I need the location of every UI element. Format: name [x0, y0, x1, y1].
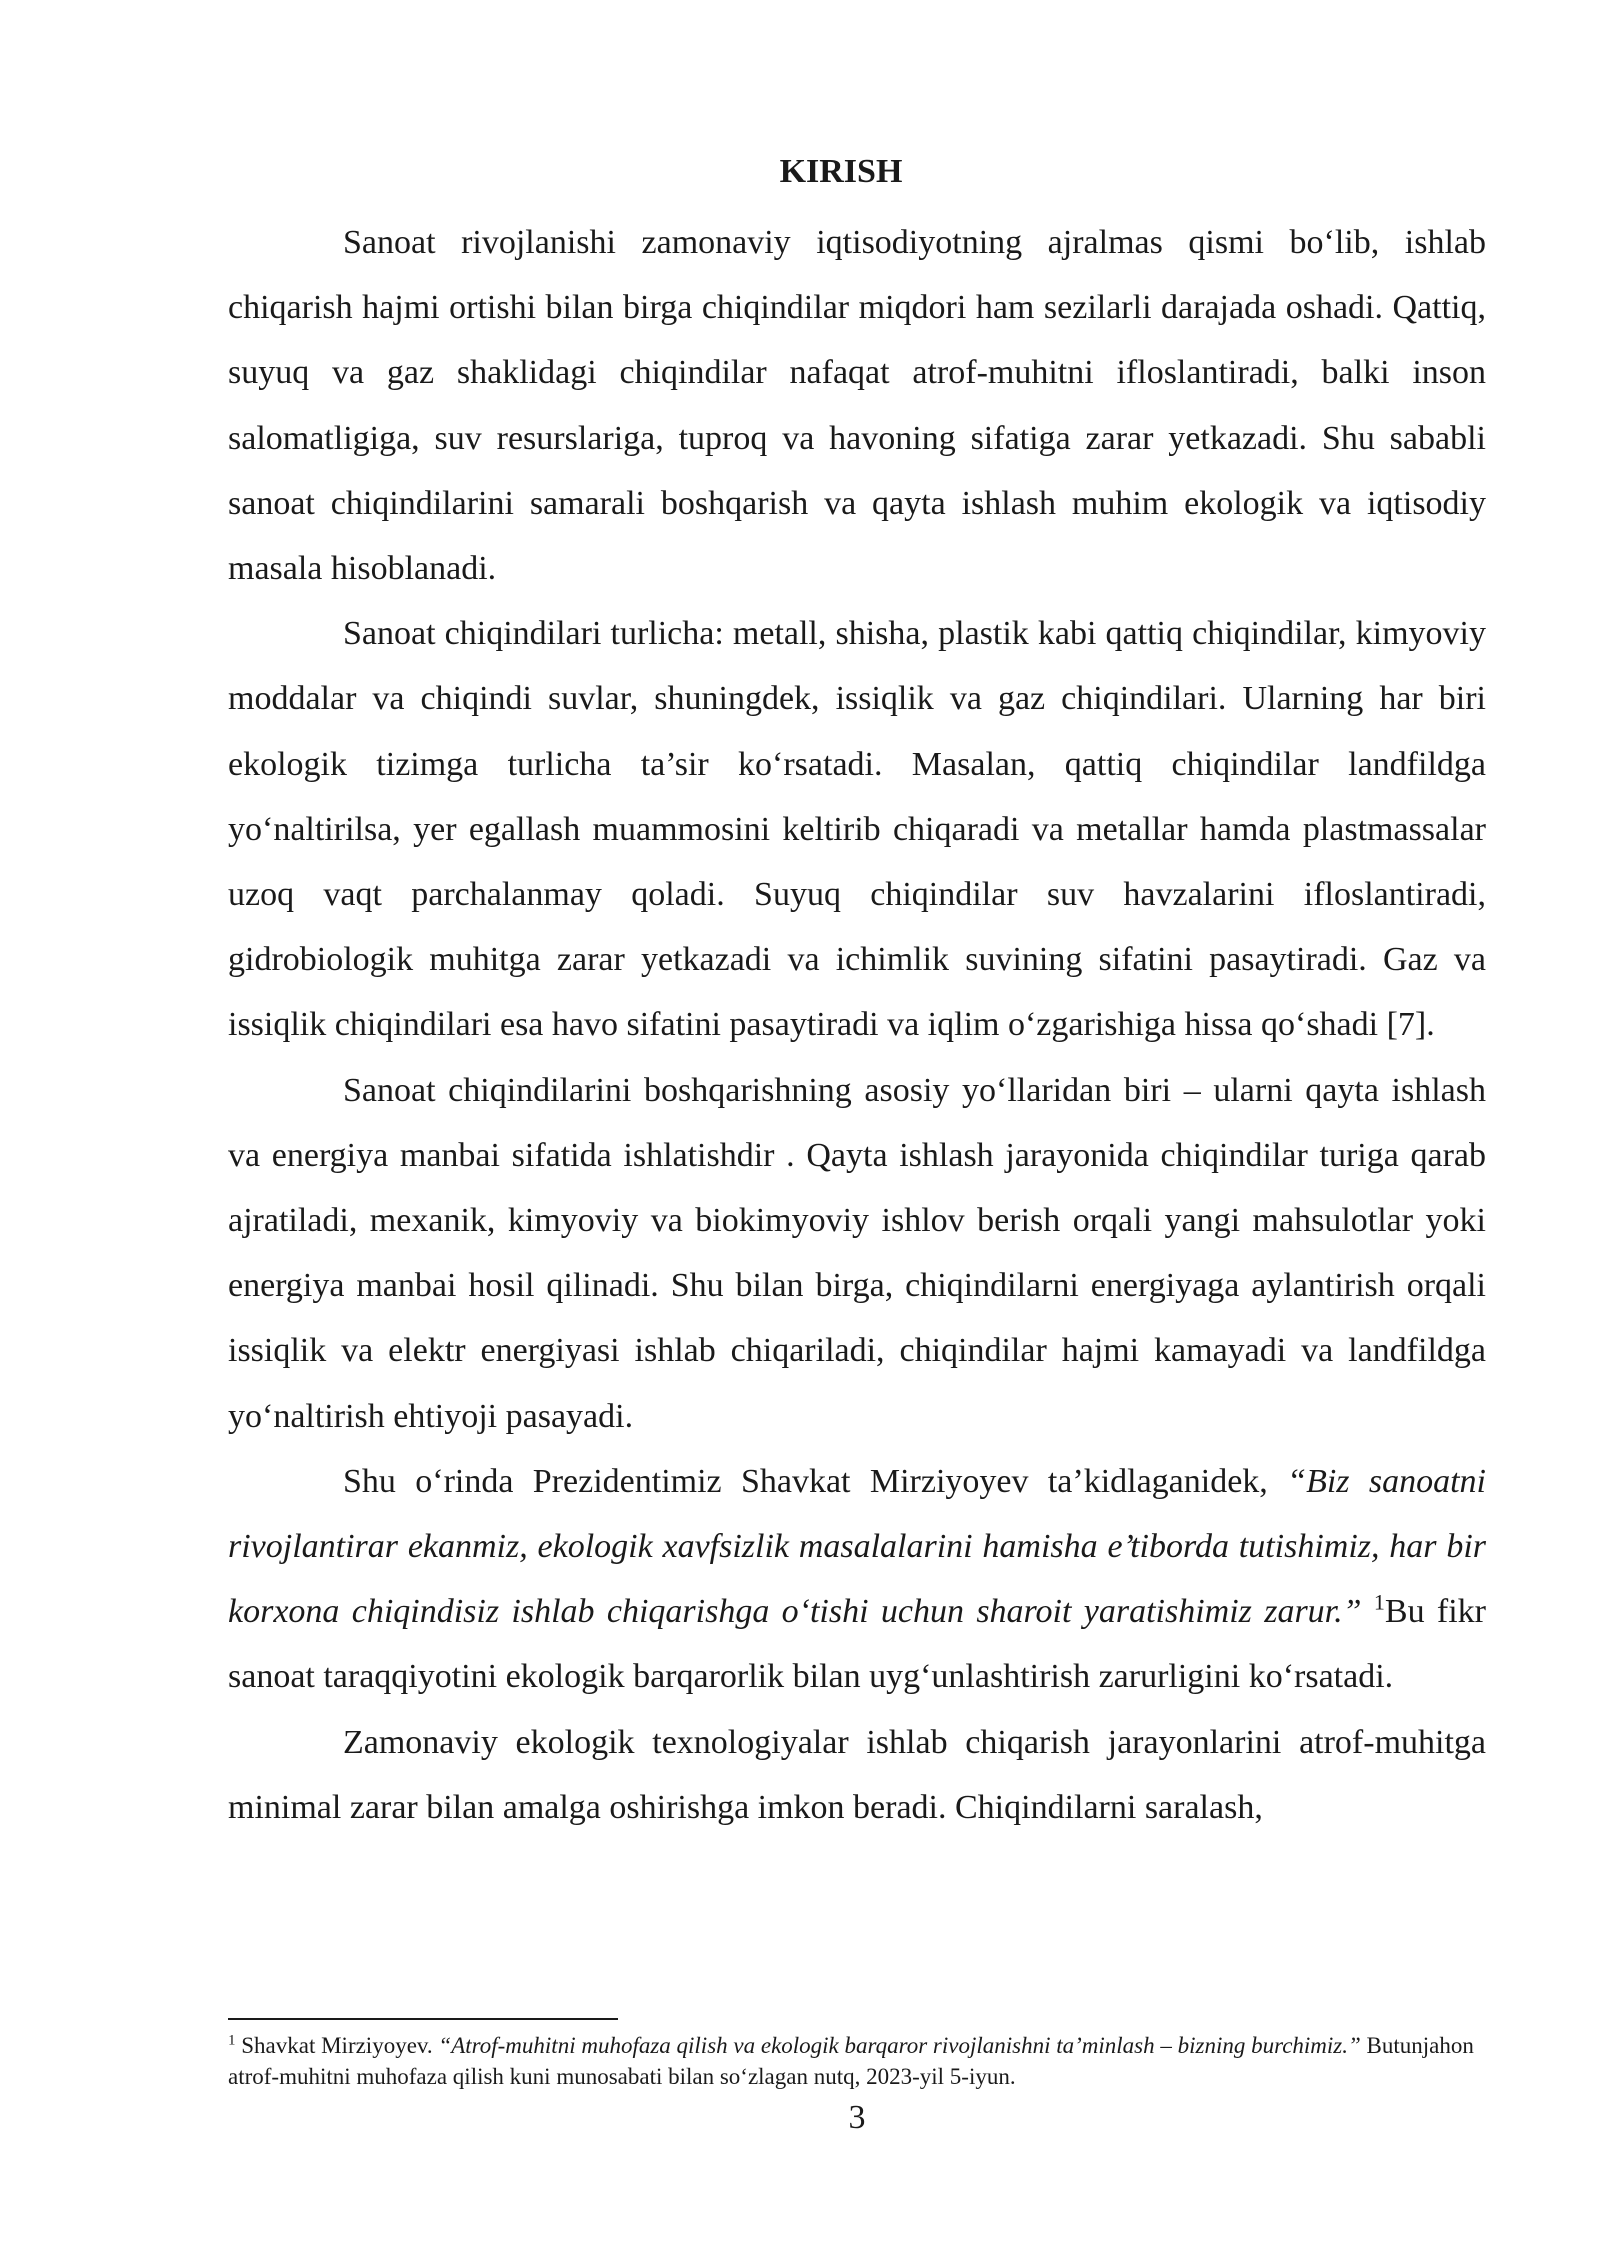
footnote-author: Shavkat Mirziyoyev. — [235, 2033, 439, 2058]
paragraph-3: Sanoat chiqindilarini boshqarishning asosiy yo‘llaridan biri – ularni qayta ishlash va energiya manbai sifatida ishlatishdir . Qayta ishlash jarayonida chiqindilar turiga qarab ajratiladi, mexanik, kimyoviy va biokimyoviy ishlov berish orqali yangi mahsulotlar yoki energiya manbai hosil qilinadi. Shu bilan birga, chiqindilarni energiyaga aylantirish orqali issiqlik va elektr energiyasi ishlab chiqariladi, chiqindilar hajmi kamayadi va landfildga yo‘naltirish ehtiyoji pasayadi. — [228, 1071, 1486, 1435]
footnote-separator — [228, 2018, 618, 2020]
president-quote: “Biz sanoatni rivojlantirar ekanmiz, ekologik xavfsizlik masalalarini hamisha e’tiborda tutishimiz, har bir korxona chiqindisiz ishlab chiqarishga o‘tishi uchun sharoit yaratishimiz zarur.” — [228, 1462, 1486, 1631]
footnote-number: 1 — [228, 2032, 236, 2049]
body-text — [228, 210, 1486, 1840]
page-number: 3 — [848, 2099, 866, 2136]
paragraph-4-lead: Shu o‘rinda Prezidentimiz Shavkat Mirziyoyev ta’kidlaganidek, — [343, 1462, 1288, 1500]
paragraph-4-tail: Bu fikr sanoat taraqqiyotini ekologik barqarorlik bilan uyg‘unlashtirish zarurligini ko‘rsatadi. — [228, 1593, 1486, 1696]
footnote-reference[interactable]: 1 — [1373, 1589, 1385, 1615]
paragraph-4 — [228, 1449, 1486, 1710]
paragraph-2: Sanoat chiqindilari turlicha: metall, shisha, plastik kabi qattiq chiqindilar, kimyoviy moddalar va chiqindi suvlar, shuningdek, issiqlik va gaz chiqindilari. Ularning har biri ekologik tizimga turlicha ta’sir ko‘rsatadi. Masalan, qattiq chiqindilar landfildga yo‘naltirilsa, yer egallash muammosini keltirib chiqaradi va metallar hamda plastmassalar uzoq vaqt parchalanmay qoladi. Suyuq chiqindilar suv havzalarini ifloslantiradi, gidrobiologik muhitga zarar yetkazadi va ichimlik suvining sifatini pasaytiradi. Gaz va issiqlik chiqindilari esa havo sifatini pasaytiradi va iqlim o‘zgarishiga hissa qo‘shadi [7]. — [228, 615, 1486, 1044]
footnote-title: “Atrof-muhitni muhofaza qilish va ekologik barqaror rivojlanishni ta’minlash – bizning burchimiz.” — [438, 2033, 1361, 2058]
footnote — [228, 2030, 1486, 2092]
footnote-source: Butunjahon atrof-muhitni muhofaza qilish kuni munosabati bilan so‘zlagan nutq, 2023-yil 5-iyun. — [228, 2033, 1474, 2089]
paragraph-1: Sanoat rivojlanishi zamonaviy iqtisodiyotning ajralmas qismi bo‘lib, ishlab chiqarish hajmi ortishi bilan birga chiqindilar miqdori ham sezilarli darajada oshadi. Qattiq, suyuq va gaz shaklidagi chiqindilar nafaqat atrof-muhitni ifloslantiradi, balki inson salomatligiga, suv resurslariga, tuproq va havoning sifatiga zarar yetkazadi. Shu sababli sanoat chiqindilarini samarali boshqarish va qayta ishlash muhim ekologik va iqtisodiy masala hisoblanadi. — [228, 224, 1486, 588]
page-title: KIRISH — [779, 153, 903, 190]
paragraph-5: Zamonaviy ekologik texnologiyalar ishlab chiqarish jarayonlarini atrof-muhitga minimal zarar bilan amalga oshirishga imkon beradi. Chiqindilarni saralash, — [228, 1723, 1486, 1826]
